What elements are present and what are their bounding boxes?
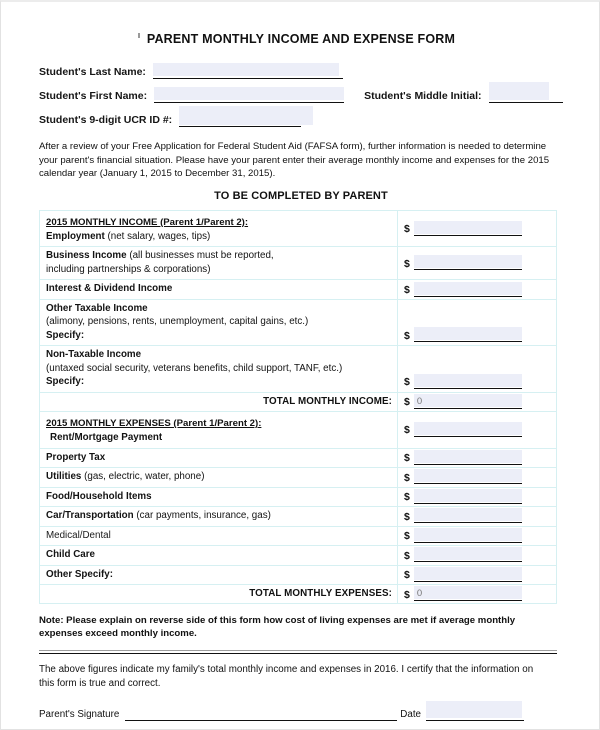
student-ucr-id-row (39, 112, 563, 127)
expense-amount-input[interactable] (414, 451, 522, 465)
currency-symbol: $ (404, 284, 410, 297)
income-expense-table (39, 210, 557, 604)
expense-item-cell (40, 468, 398, 488)
signature-label: Parent's Signature (39, 709, 120, 721)
expense-item-cell (40, 448, 398, 468)
intro-paragraph: After a review of your Free Application for Federal Student Aid (FAFSA form), further information is needed to determine your parent's financial situation. Please have your parent enter their average monthly income and expenses for the 2015 calendar year (January 1, 2015 to December 31, 2015). (39, 141, 550, 180)
money-field[interactable] (404, 548, 548, 562)
income-item-label: Employment (net salary, wages, tips) (46, 230, 211, 242)
student-ucr-id-input[interactable] (179, 112, 301, 127)
expense-amount-cell (398, 546, 557, 566)
field-fill (414, 327, 522, 340)
student-first-name-label: Student's First Name: (39, 90, 148, 102)
money-field[interactable] (404, 328, 548, 342)
student-first-name-input[interactable] (154, 88, 344, 103)
student-last-name-input[interactable] (153, 64, 343, 79)
expense-item-label: Child Care (46, 549, 95, 561)
table-row (40, 247, 557, 280)
expense-amount-input[interactable] (414, 470, 522, 484)
income-item-sublabel: including partnerships & corporations) (46, 263, 211, 275)
currency-symbol: $ (404, 257, 410, 270)
expense-amount-cell (398, 507, 557, 527)
field-fill (414, 422, 522, 435)
expense-item-cell (40, 526, 398, 546)
expense-other-specify-label: Other Specify: (46, 568, 113, 580)
table-row (40, 507, 557, 527)
currency-symbol: $ (404, 329, 410, 342)
table-row (40, 210, 557, 247)
income-amount-cell (398, 280, 557, 300)
total-monthly-income-cell (398, 392, 557, 411)
money-field[interactable] (404, 509, 548, 523)
expense-item-label: Food/Household Items (46, 490, 152, 502)
field-fill (153, 63, 339, 76)
expense-item-label: Utilities (gas, electric, water, phone) (46, 471, 205, 483)
money-field[interactable] (404, 470, 548, 484)
income-item-cell (40, 299, 398, 346)
currency-symbol: $ (404, 569, 410, 582)
currency-symbol: $ (404, 376, 410, 389)
money-field[interactable] (404, 587, 548, 601)
money-field[interactable] (404, 490, 548, 504)
income-amount-input[interactable] (414, 328, 522, 342)
expense-amount-input[interactable] (414, 423, 522, 437)
currency-symbol: $ (404, 424, 410, 437)
table-row (40, 448, 557, 468)
money-field[interactable] (404, 451, 548, 465)
field-fill (426, 701, 522, 718)
expense-item-cell (40, 565, 398, 585)
table-row (40, 392, 557, 411)
income-item-label: Interest & Dividend Income (46, 283, 173, 295)
money-field[interactable] (404, 423, 548, 437)
money-field[interactable] (404, 283, 548, 297)
field-fill (414, 450, 522, 463)
income-amount-cell (398, 210, 557, 247)
income-amount-input[interactable] (414, 222, 522, 236)
certification-text: The above figures indicate my family's total monthly income and expenses in 2016. I certify that the information on this form is true and correct. (39, 663, 534, 690)
expense-amount-input[interactable] (414, 529, 522, 543)
expense-item-label: Medical/Dental (46, 529, 111, 541)
student-last-name-row (39, 64, 563, 79)
table-row (40, 585, 557, 604)
income-item-specify-label: Specify: (46, 376, 85, 388)
form-body (39, 30, 563, 721)
income-item-specify-label: Specify: (46, 329, 85, 341)
field-fill (414, 469, 522, 482)
income-section-header-cell (40, 210, 398, 247)
expense-item-label: Rent/Mortgage Payment (50, 431, 163, 443)
table-row (40, 468, 557, 488)
table-row (40, 546, 557, 566)
footer-note: Note: Please explain on reverse side of this form how cost of living expenses are met if average monthly expenses exceed monthly income. (39, 615, 516, 639)
expense-amount-input[interactable] (414, 568, 522, 582)
field-fill (414, 282, 522, 295)
expense-item-cell (40, 487, 398, 507)
income-item-label: Other Taxable Income (46, 302, 148, 314)
table-row (40, 565, 557, 585)
money-field[interactable] (404, 222, 548, 236)
money-field[interactable] (404, 395, 548, 409)
expense-amount-cell (398, 468, 557, 488)
money-field[interactable] (404, 256, 548, 270)
expense-item-cell (40, 507, 398, 527)
field-fill (154, 87, 344, 100)
date-label: Date (400, 709, 421, 721)
signature-row (39, 706, 563, 721)
currency-symbol: $ (404, 452, 410, 465)
field-fill (414, 221, 522, 234)
income-item-cell (40, 247, 398, 280)
currency-symbol: $ (404, 588, 410, 601)
income-item-label: Business Income (all businesses must be reported, (46, 250, 274, 262)
signature-input[interactable] (125, 706, 397, 721)
student-middle-initial-input[interactable] (489, 88, 563, 103)
field-fill (489, 82, 549, 100)
title-tick-mark (138, 33, 140, 38)
expense-amount-input[interactable] (414, 509, 522, 523)
section-subhead: TO BE COMPLETED BY PARENT (214, 189, 388, 202)
section-divider (39, 650, 557, 654)
table-row (40, 411, 557, 448)
expense-amount-input[interactable] (414, 548, 522, 562)
income-item-label: Non-Taxable Income (46, 349, 142, 361)
table-row (40, 487, 557, 507)
total-monthly-expenses-input[interactable] (414, 587, 522, 601)
field-fill (414, 567, 522, 580)
table-row (40, 299, 557, 346)
income-item-cell (40, 346, 398, 393)
money-field[interactable] (404, 568, 548, 582)
total-monthly-expenses-label: TOTAL MONTHLY EXPENSES: (40, 585, 398, 604)
field-fill (414, 528, 522, 541)
field-fill (414, 508, 522, 521)
currency-symbol: $ (404, 223, 410, 236)
income-section-header: 2015 MONTHLY INCOME (Parent 1/Parent 2): (46, 216, 249, 228)
total-monthly-expenses-cell (398, 585, 557, 604)
income-amount-cell (398, 247, 557, 280)
student-fields (39, 64, 563, 127)
expenses-section-header: 2015 MONTHLY EXPENSES (Parent 1/Parent 2): (46, 417, 262, 429)
income-amount-cell (398, 346, 557, 393)
expense-amount-cell (398, 487, 557, 507)
expense-item-cell (40, 546, 398, 566)
field-fill (414, 374, 522, 387)
currency-symbol: $ (404, 510, 410, 523)
money-field[interactable] (404, 529, 548, 543)
student-middle-initial-label: Student's Middle Initial: (364, 90, 482, 102)
table-row (40, 280, 557, 300)
income-amount-cell (398, 299, 557, 346)
page-title-text: PARENT MONTHLY INCOME AND EXPENSE FORM (146, 32, 456, 46)
money-field[interactable] (404, 375, 548, 389)
expense-amount-cell (398, 448, 557, 468)
income-item-cell (40, 280, 398, 300)
income-amount-input[interactable] (414, 283, 522, 297)
total-monthly-income-label: TOTAL MONTHLY INCOME: (40, 392, 398, 411)
expense-amount-input[interactable] (414, 490, 522, 504)
table-row (40, 526, 557, 546)
currency-symbol: $ (404, 491, 410, 504)
form-title-row (39, 30, 563, 48)
expense-item-label: Property Tax (46, 451, 106, 463)
expense-amount-cell (398, 526, 557, 546)
field-fill (179, 106, 313, 125)
currency-symbol: $ (404, 396, 410, 409)
expense-amount-cell (398, 565, 557, 585)
expenses-section-header-cell (40, 411, 398, 448)
total-monthly-income-input[interactable] (414, 395, 522, 409)
currency-symbol: $ (404, 549, 410, 562)
field-fill (414, 489, 522, 502)
field-fill (414, 255, 522, 268)
currency-symbol: $ (404, 530, 410, 543)
field-fill (414, 547, 522, 560)
student-first-name-row (39, 88, 563, 103)
expense-amount-cell (398, 411, 557, 448)
student-ucr-id-label: Student's 9-digit UCR ID #: (39, 114, 173, 126)
table-row (40, 346, 557, 393)
currency-symbol: $ (404, 471, 410, 484)
date-input[interactable] (426, 706, 524, 721)
income-amount-input[interactable] (414, 256, 522, 270)
income-amount-input[interactable] (414, 375, 522, 389)
income-item-sublabel: (alimony, pensions, rents, unemployment, capital gains, etc.) (46, 316, 309, 328)
student-last-name-label: Student's Last Name: (39, 66, 146, 78)
field-fill (414, 394, 522, 407)
expense-item-label: Car/Transportation (car payments, insurance, gas) (46, 510, 271, 522)
total-monthly-expenses-value: 0 (416, 588, 423, 600)
field-fill (414, 586, 522, 599)
page-title (147, 32, 455, 46)
total-monthly-income-value: 0 (416, 395, 423, 407)
income-item-sublabel: (untaxed social security, veterans benefits, child support, TANF, etc.) (46, 362, 343, 374)
